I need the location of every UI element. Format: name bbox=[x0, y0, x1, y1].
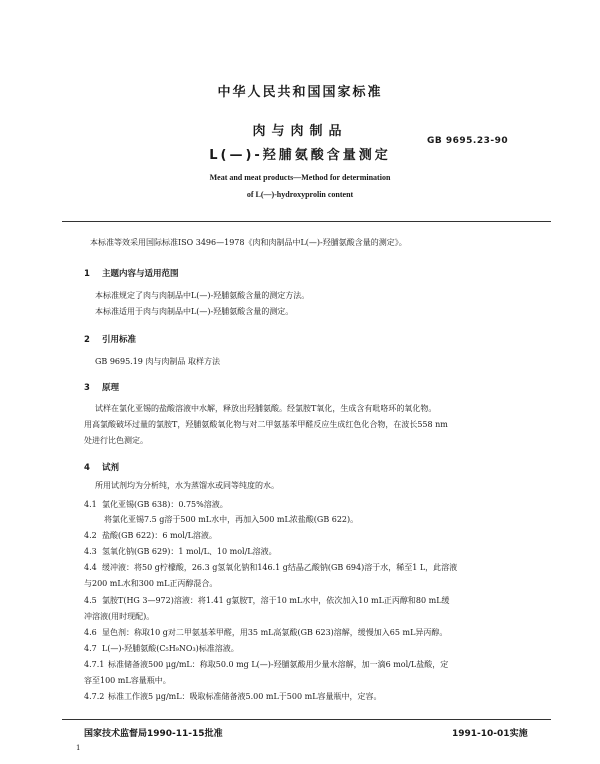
footer-divider bbox=[62, 719, 551, 720]
reagent-item bbox=[84, 579, 217, 589]
item-number: 4.7.1 bbox=[84, 660, 105, 669]
item-number: 4.5 bbox=[84, 596, 97, 605]
reagent-item bbox=[84, 596, 450, 606]
reagent-item bbox=[84, 676, 171, 686]
item-text: 容至100 mL容量瓶中。 bbox=[84, 676, 171, 685]
item-text: L(—)-羟脯氨酸(C₅H₉NO₃)标准溶液。 bbox=[102, 644, 239, 653]
section-1-line: 本标准适用于肉与肉制品中L(—)-羟脯氨酸含量的测定。 bbox=[95, 307, 294, 316]
english-title-line-1: Meat and meat products—Method for determination bbox=[209, 173, 391, 182]
section-3-line: 处进行比色测定。 bbox=[84, 436, 148, 445]
item-text: 标准储备液500 μg/mL：称取50.0 mg L(—)-羟脯氨酸用少量水溶解，加一滴6 mol/L盐酸，定 bbox=[108, 660, 449, 669]
item-text: 氯胺T(HG 3—972)溶液：将1.41 g氯胺T，溶于10 mL水中，依次加入10 mL正丙醇和80 mL缓 bbox=[102, 596, 450, 605]
section-1-heading bbox=[84, 267, 179, 279]
section-3-heading bbox=[84, 381, 119, 393]
title-line-1: 肉与肉制品 bbox=[252, 124, 348, 139]
item-text: 冲溶液(用时现配)。 bbox=[84, 612, 155, 621]
item-text: 标准工作液5 μg/mL：吸取标准储备液5.00 mL于500 mL容量瓶中，定容。 bbox=[108, 692, 382, 701]
implementation-date: 1991-10-01实施 bbox=[452, 729, 528, 739]
item-number: 4.7.2 bbox=[84, 692, 105, 701]
section-number: 3 bbox=[84, 383, 90, 393]
item-number: 4.3 bbox=[84, 547, 97, 556]
item-text: 氯化亚锡(GB 638)：0.75%溶液。 bbox=[102, 500, 228, 509]
title-line-2: L(—)-羟脯氨酸含量测定 bbox=[209, 148, 391, 163]
item-text: 显色剂：称取10 g对二甲氨基苯甲醛，用35 mL高氯酸(GB 623)溶解，缓慢加入65 mL异丙醇。 bbox=[102, 628, 448, 637]
section-3-line: 用高氯酸破坏过量的氯胺T，羟脯氨酸氧化物与对二甲氨基苯甲醛反应生成红色化合物，在波长558 nm bbox=[84, 420, 448, 429]
national-standard-heading: 中华人民共和国国家标准 bbox=[217, 85, 383, 100]
reagent-item bbox=[84, 628, 447, 638]
section-1-line: 本标准规定了肉与肉制品中L(—)-羟脯氨酸含量的测定方法。 bbox=[95, 291, 310, 300]
item-number: 4.4 bbox=[84, 563, 97, 572]
section-title: 试剂 bbox=[102, 463, 120, 473]
section-2-line: GB 9695.19 肉与肉制品 取样方法 bbox=[95, 357, 220, 366]
reagent-item bbox=[104, 515, 358, 525]
reagent-item bbox=[84, 612, 154, 622]
reagent-item bbox=[84, 644, 239, 654]
section-3-line: 试样在氯化亚锡的盐酸溶液中水解，释放出羟脯氨酸。经氯胺T氧化，生成含有吡咯环的氧化物。 bbox=[95, 404, 437, 413]
english-title-line-2: of L(—)-hydroxyprolin content bbox=[246, 190, 354, 199]
section-number: 4 bbox=[84, 463, 90, 473]
corner-mark: 1 bbox=[76, 744, 81, 752]
section-2-heading bbox=[84, 333, 136, 345]
header-divider bbox=[62, 221, 551, 222]
section-title: 主题内容与适用范围 bbox=[102, 269, 179, 279]
reagent-item bbox=[84, 531, 217, 541]
item-text: 缓冲液：将50 g柠檬酸，26.3 g氢氧化钠和146.1 g结晶乙酸钠(GB 694)溶于水，稀至1 L，此溶液 bbox=[102, 563, 458, 572]
item-number: 4.2 bbox=[84, 531, 97, 540]
section-number: 2 bbox=[84, 335, 90, 345]
item-number: 4.6 bbox=[84, 628, 97, 637]
item-number: 4.7 bbox=[84, 644, 97, 653]
item-text: 盐酸(GB 622)：6 mol/L溶液。 bbox=[102, 531, 217, 540]
section-title: 引用标准 bbox=[102, 335, 137, 345]
reagent-item bbox=[84, 660, 448, 670]
intro-text: 本标准等效采用国际标准ISO 3496—1978《肉和肉制品中L(—)-羟脯氨酸含量的测定》。 bbox=[90, 238, 407, 247]
reagent-item bbox=[84, 563, 457, 573]
item-text: 将氯化亚锡7.5 g溶于500 mL水中，再加入500 mL浓盐酸(GB 622)。 bbox=[104, 515, 359, 524]
approval-date: 国家技术监督局1990-11-15批准 bbox=[84, 729, 223, 739]
section-4-heading bbox=[84, 461, 119, 473]
item-text: 与200 mL水和300 mL正丙醇混合。 bbox=[84, 579, 218, 588]
section-title: 原理 bbox=[102, 383, 120, 393]
section-4-intro: 所用试剂均为分析纯，水为蒸馏水或同等纯度的水。 bbox=[95, 481, 279, 490]
reagent-item bbox=[84, 500, 228, 510]
reagent-item bbox=[84, 547, 277, 557]
item-text: 氢氧化钠(GB 629)：1 mol/L、10 mol/L溶液。 bbox=[102, 547, 277, 556]
section-number: 1 bbox=[84, 269, 90, 279]
item-number: 4.1 bbox=[84, 500, 97, 509]
reagent-item bbox=[84, 692, 382, 702]
standard-number: GB 9695.23-90 bbox=[427, 136, 509, 146]
